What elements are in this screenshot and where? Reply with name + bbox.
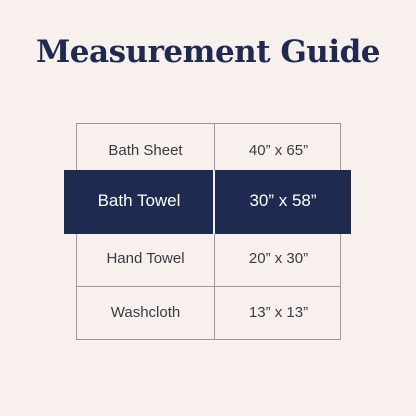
page-title: Measurement Guide xyxy=(35,34,381,70)
table-row xyxy=(77,232,340,286)
row-name: Washcloth xyxy=(110,304,181,321)
row-name: Hand Towel xyxy=(106,250,185,267)
row-name: Bath Sheet xyxy=(108,142,183,159)
row-size: 20” x 30” xyxy=(248,250,309,267)
row-size: 13” x 13” xyxy=(248,304,309,321)
highlighted-row-name: Bath Towel xyxy=(97,191,181,210)
table-row xyxy=(77,286,340,340)
row-size: 40” x 65” xyxy=(248,142,309,159)
highlighted-row-size: 30” x 58” xyxy=(249,191,317,210)
highlighted-row xyxy=(64,170,351,234)
